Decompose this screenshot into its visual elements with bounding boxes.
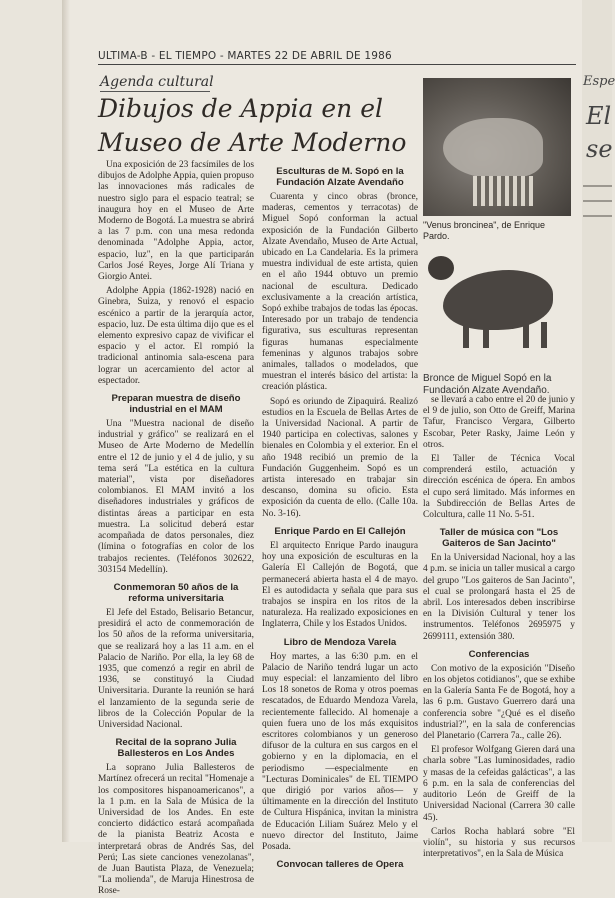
article-paragraph: Carlos Rocha hablará sobre "El violín", su historia y sus recursos interpretativos", en la Sala de Música [423, 826, 575, 860]
masthead: ULTIMA-B - EL TIEMPO - MARTES 22 DE ABRIL DE 1986 [98, 50, 392, 62]
next-page-text-line [583, 200, 612, 202]
next-page-headline-2: se [586, 135, 613, 163]
bull-leg [523, 322, 529, 348]
article-heading: Enrique Pardo en El Callejón [274, 525, 406, 537]
photo2-caption: Bronce de Miguel Sopó en la Fundación Alzate Avendaño. [423, 373, 552, 396]
photo-venus-broncinea [423, 78, 571, 216]
column-3 [423, 395, 575, 860]
bull-leg [483, 322, 489, 348]
next-page-section: Espe [583, 74, 615, 89]
headline: Dibujos de Appia en el Museo de Arte Moderno [98, 94, 407, 157]
article-heading: Esculturas de M. Sopó en la Fundación Alzate Avendaño [276, 166, 404, 188]
next-page-headline-1: El [586, 102, 612, 130]
photo-bronze-bull [423, 250, 571, 362]
article-paragraph: Sopó es oriundo de Zipaquirá. Realizó estudios en la Escuela de Bellas Artes de la Universidad Nacional. A partir de 1940 participa en colectivas, salones y bienales en Colombia y el exterior. En el año 1948 recibió un premio de la Fundación Guggenheim. Sopó es un artista interesado en trabajar sin descanso, domina su oficio. Esta exposición da cuenta de ello. (Calle 10a. No. 3-16). [262, 396, 418, 519]
sculpture-shape [443, 118, 543, 178]
page-fold [62, 0, 70, 842]
bull-body [443, 270, 553, 330]
article-heading: Convocan talleres de Opera [276, 859, 404, 871]
next-page-text-line [583, 215, 612, 217]
photo1-caption: "Venus broncinea", de Enrique Pardo. [423, 220, 545, 241]
masthead-rule [98, 64, 576, 65]
sculpture-base [473, 176, 533, 206]
next-page-text-line [583, 185, 612, 187]
bull-leg [463, 322, 469, 348]
article-paragraph: Adolphe Appia (1862-1928) nació en Ginebra, Suiza, y renovó el espacio escénico a partir de la jerarquía actor, espacio, luz. De esta última dijo que es el elemento expresivo capaz de vivificar el espacio y el actor. El rompió la tradicional antinomia sala-escena para lograr un acercamiento del actor al espectador. [98, 286, 254, 386]
article-paragraph: El Jefe del Estado, Belisario Betancur, presidirá el acto de conmemoración de los 50 años de la reforma universitaria, que se realizará hoy a las 11 a.m. en el Palacio de Nariño. Por ella, la ley 68 de 1935, que comenzó a regir en abril de 1936, se constituyó la Ciudad Universitaria. Durante la reunión se hará el lanzamiento de la segunda serie de libros de la Colección Popular de la Universidad Nacional. [98, 607, 254, 730]
article-heading: Preparan muestra de diseño industrial en el MAM [111, 393, 241, 416]
article-paragraph: Con motivo de la exposición "Diseño en los objetos cotidianos", que se exhibe en la Galería Santa Fe de Bogotá, hoy a las 6 p.m. Gustavo Guerrero dará una conferencia sobre "¿Qué es el diseño industrial?", en la sala de conferencias del Planetario (Carrera 7a., calle 26). [423, 663, 575, 742]
column-2 [262, 160, 418, 871]
article-heading: Taller de música con "Los Gaiteros de San Jacinto" [439, 527, 559, 550]
article-heading: Libro de Mendoza Varela [283, 636, 397, 648]
article-paragraph: La soprano Julia Ballesteros de Martínez ofrecerá un recital "Homenaje a los compositores hispanoamericanos", a la 1 p.m. en la Sala de Música de la Universidad de los Andes. En este concierto didáctico estará acompañada de la pianista Beatriz Acosta e interpretará obras de Andrés Sas, del Perú; Las siete canciones venezolanas", de Juan Bautista Plaza, de Venezuela; "La molienda", de Maruja Hinestrosa de Rose- [98, 763, 254, 897]
article-heading: Conferencias [468, 648, 530, 660]
article-paragraph: El arquitecto Enrique Pardo inaugura hoy una exposición de esculturas en la Galería El Callejón de Bogotá, que permanecerá abierta hasta el 4 de mayo. El es autodidacta y señala que para sus trabajos se inspira en los ritos de la naturaleza. Ha realizado exposiciones en Inglaterra, Chile y los Estados Unidos. [262, 540, 418, 630]
article-paragraph: Una "Muestra nacional de diseño industrial y gráfico" se realizará en el Museo de Arte Moderno de Medellín entre el 12 de junio y el 4 de julio, y su tema será "La estética en la cultura material", vista por diseñadores colombianos. El MAM invitó a los diseñadores industriales y gráficos de distintas áreas a participar en esta muestra. La solicitud deberá estar acompañada de datos personales, diez (límina o fotografías en color de los trabajos recientes. (Teléfonos 302622, 303154 Medellín). [98, 419, 254, 575]
article-paragraph: se llevará a cabo entre el 20 de junio y el 9 de julio, son Otto de Greiff, Marina Tafur, Francisco Vergara, Gilberto Escobar, Peter Rasky, Jaime León y otros. [423, 395, 575, 450]
article-paragraph: Una exposición de 23 facsímiles de los dibujos de Adolphe Appia, quien propuso las innovaciones más radicales de nuestro siglo para el espacio teatral; se inaugura hoy en el Museo de Arte Moderno de Bogotá. La muestra se abrirá a las 7 p.m. con una mesa redonda denominada "Adolphe Appia, actor, espacio, luz", en la que participarán Carlos José Reyes, Jorge Alí Triana y Giorgio Antei. [98, 160, 254, 283]
bull-leg [541, 322, 547, 348]
article-heading: Recital de la soprano Julia Ballesteros en Los Andes [115, 737, 237, 760]
bull-head [428, 256, 454, 280]
article-heading: Conmemoran 50 años de la reforma universitaria [113, 581, 239, 604]
article-paragraph: El Taller de Técnica Vocal comprenderá estilo, actuación y dirección escénica de ópera. En ambos el cupo será limitado. Más informes en la Subdirección de Bellas Artes de Colcultura, calle 11 No. 5-51. [423, 454, 575, 521]
article-paragraph: Cuarenta y cinco obras (bronce, maderas, cementos y terracotas) de Miguel Sopó conforman la actual exposición de la Fundación Gilberto Alzate Avendaño, Museo de Arte Actual, ubicado en La Candelaria. Es la primera muestra individual de este artista, quien en el año 1944 obtuvo un premio nacional de escultura. Dedicado exclusivamente a la creación artística, Sopó exhibe trabajos de todas las épocas. Interesado por un trabajo de tendencia figurativa, sus esculturas representan figuras humanas especialmente femeninas y algunos trabajos sobre animales, tallados o modelados, que muestran el interés básico del artista: la creación plástica. [262, 192, 418, 393]
column-1 [98, 160, 254, 897]
article-paragraph: En la Universidad Nacional, hoy a las 4 p.m. se inicia un taller musical a cargo del grupo "Los gaiteros de San Jacinto", el cual se prolongará hasta el 25 de abril. Los interesados deben inscribirse en la División Cultural y tener los instrumentos. Teléfonos 2695975 y 2699111, extensión 380. [423, 553, 575, 642]
article-paragraph: Hoy martes, a las 6:30 p.m. en el Palacio de Nariño tendrá lugar un acto muy especial: el lanzamiento del libro Los 18 sonetos de Roma y otros poemas rescatados, de Eduardo Mendoza Varela, recientemente fallecido. Al homenaje a quien fuera uno de los más exquisitos escritores colombianos y un generoso difusor de la cultura en sus cargos en el gobierno y en la diplomacia, en el periodismo —especialmente en "Lecturas Dominicales" de EL TIEMPO que dirigió por varios años— y últimamente en la dirección del Instituto de Cultura Hispánica, invitan la ministra de Educación Liliam Suárez Melo y el nuevo director del Instituto, Jaime Posada. [262, 651, 418, 852]
section-label: Agenda cultural [100, 74, 214, 90]
article-paragraph: El profesor Wolfgang Gieren dará una charla sobre "Las luminosidades, radio y masas de la cefeidas galácticas", a las 6 p.m. en la sala de conferencias del auditorio León de Greiff de la Universidad Nacional (Carrera 30 calle 45). [423, 745, 575, 823]
